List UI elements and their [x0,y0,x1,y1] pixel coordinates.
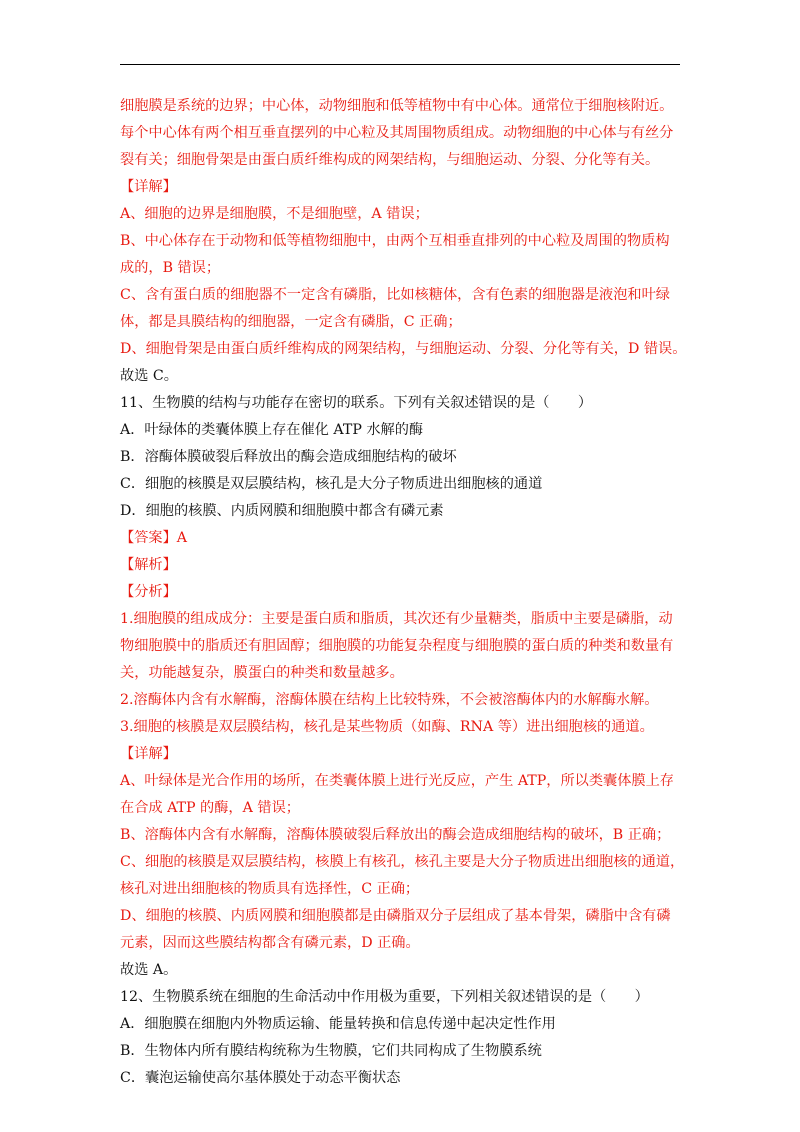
question-option: A．叶绿体的类囊体膜上存在催化 ATP 水解的酶 [120,422,424,438]
detail-line: 核孔对进出细胞核的物质具有选择性，C 正确； [120,881,420,897]
explain-label: 【解析】 [120,557,177,573]
question-option: C．细胞的核膜是双层膜结构，核孔是大分子物质进出细胞核的通道 [120,476,543,492]
question-option: A．细胞膜在细胞内外物质运输、能量转换和信息传递中起决定性作用 [120,1016,556,1032]
detail-line: 元素，因而这些膜结构都含有磷元素，D 正确。 [120,935,420,951]
analysis-line: 每个中心体有两个相互垂直摆列的中心粒及其周围物质组成。动物细胞的中心体与有丝分 [120,125,674,141]
question-stem: 12、生物膜系统在细胞的生命活动中作用极为重要，下列相关叙述错误的是（ ） [120,989,649,1005]
detail-line: A、叶绿体是光合作用的场所，在类囊体膜上进行光反应，产生 ATP，所以类囊体膜上存 [120,773,674,789]
detail-line: C、含有蛋白质的细胞器不一定含有磷脂，比如核糖体，含有色素的细胞器是液泡和叶绿 [120,287,670,303]
analysis-line: 关，功能越复杂，膜蛋白的种类和数量越多。 [120,665,404,681]
detail-line: 在合成 ATP 的酶，A 错误； [120,800,300,816]
analysis-line: 1.细胞膜的组成成分：主要是蛋白质和脂质，其次还有少量糖类，脂质中主要是磷脂，动 [120,611,673,627]
conclusion: 故选 A。 [120,962,178,978]
detail-line: 体，都是具膜结构的细胞器，一定含有磷脂，C 正确； [120,314,462,330]
question-option: C．囊泡运输使高尔基体膜处于动态平衡状态 [120,1070,401,1086]
answer: 【答案】A [120,530,187,546]
document-page [120,96,685,1095]
detail-line: B、中心体存在于动物和低等植物细胞中，由两个互相垂直排列的中心粒及周围的物质构 [120,233,670,249]
detail-line: D、细胞骨架是由蛋白质纤维构成的网架结构，与细胞运动、分裂、分化等有关，D 错误。 [120,341,687,357]
question-stem: 11、生物膜的结构与功能存在密切的联系。下列有关叙述错误的是（ ） [120,395,593,411]
detail-line: A、细胞的边界是细胞膜，不是细胞壁，A 错误； [120,206,429,222]
question-option: B．生物体内所有膜结构统称为生物膜，它们共同构成了生物膜系统 [120,1043,542,1059]
detail-line: B、溶酶体内含有水解酶，溶酶体膜破裂后释放出的酶会造成细胞结构的破坏，B 正确； [120,827,671,843]
question-option: B．溶酶体膜破裂后释放出的酶会造成细胞结构的破坏 [120,449,457,465]
conclusion: 故选 C。 [120,368,178,384]
header-rule [120,64,680,65]
analysis-line: 物细胞膜中的脂质还有胆固醇；细胞膜的功能复杂程度与细胞膜的蛋白质的种类和数量有 [120,638,674,654]
analysis-line: 细胞膜是系统的边界；中心体，动物细胞和低等植物中有中心体。通常位于细胞核附近。 [120,98,674,114]
analysis-line: 3.细胞的核膜是双层膜结构，核孔是某些物质（如酶、RNA 等）进出细胞核的通道。 [120,719,654,735]
detail-line: C、细胞的核膜是双层膜结构，核膜上有核孔，核孔主要是大分子物质进出细胞核的通道， [120,854,685,870]
detail-label: 【详解】 [120,179,177,195]
analysis-label: 【分析】 [120,584,177,600]
analysis-line: 2.溶酶体内含有水解酶，溶酶体膜在结构上比较特殊，不会被溶酶体内的水解酶水解。 [120,692,659,708]
detail-line: 成的，B 错误； [120,260,221,276]
detail-line: D、细胞的核膜、内质网膜和细胞膜都是由磷脂双分子层组成了基本骨架，磷脂中含有磷 [120,908,671,924]
analysis-line: 裂有关；细胞骨架是由蛋白质纤维构成的网架结构，与细胞运动、分裂、分化等有关。 [120,152,660,168]
detail-label: 【详解】 [120,746,177,762]
question-option: D．细胞的核膜、内质网膜和细胞膜中都含有磷元素 [120,503,444,519]
